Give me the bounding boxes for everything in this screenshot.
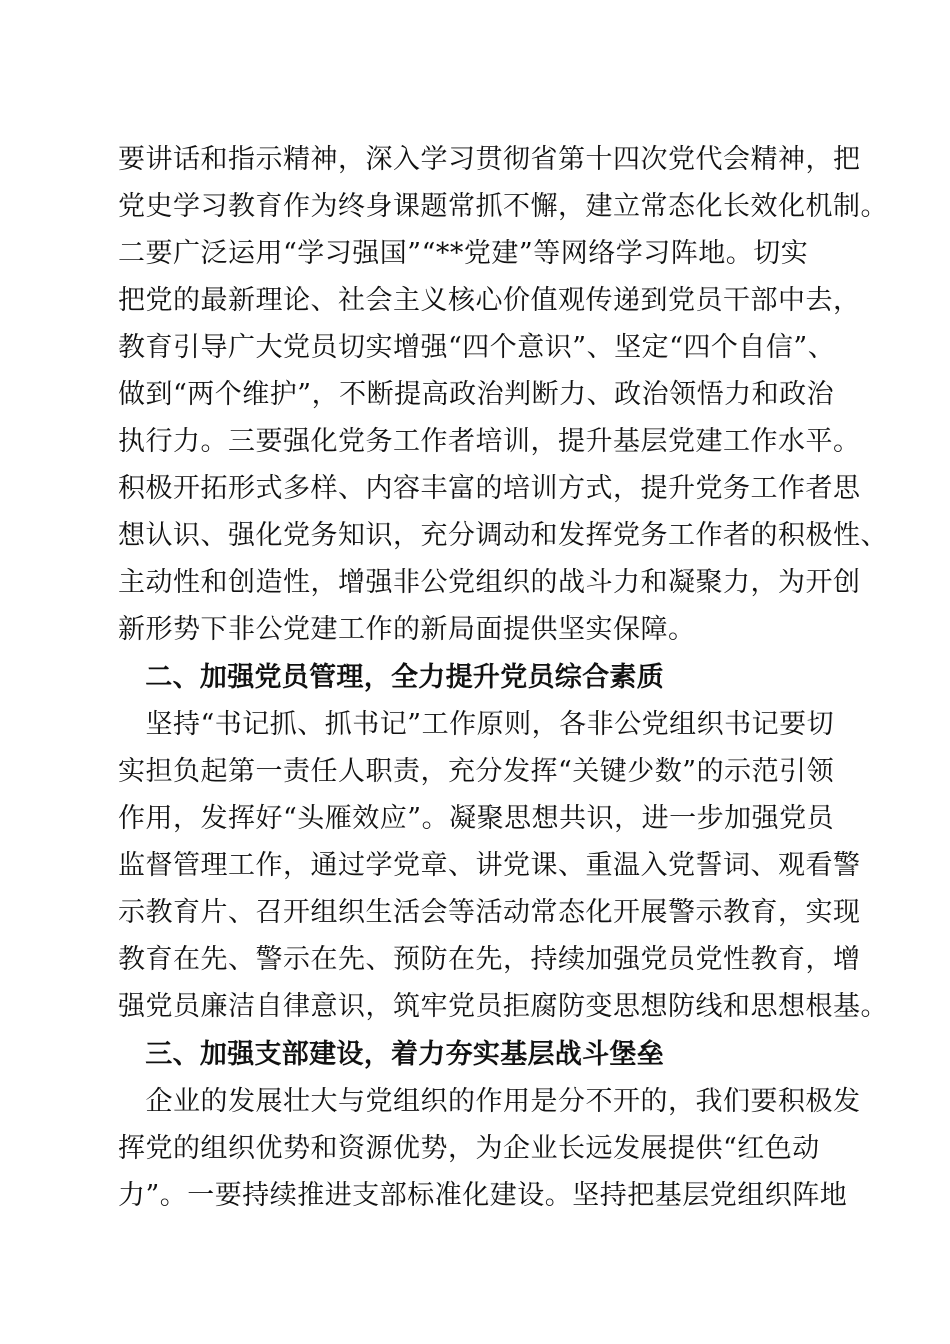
text-line: 教育在先、警示在先、预防在先，持续加强党员党性教育，增 xyxy=(118,944,861,975)
section-heading: 二、加强党员管理，全力提升党员综合素质 xyxy=(118,662,664,693)
text-line: 执行力。三要强化党务工作者培训，提升基层党建工作水平。 xyxy=(118,426,861,457)
text-line: 企业的发展壮大与党组织的作用是分不开的，我们要积极发 xyxy=(118,1086,861,1117)
text-line: 把党的最新理论、社会主义核心价值观传递到党员干部中去， xyxy=(118,285,861,316)
text-line: 积极开拓形式多样、内容丰富的培训方式，提升党务工作者思 xyxy=(118,473,861,504)
text-line: 想认识、强化党务知识，充分调动和发挥党务工作者的积极性、 xyxy=(118,520,888,551)
text-line: 党史学习教育作为终身课题常抓不懈，建立常态化长效化机制。 xyxy=(118,191,888,222)
text-line: 二要广泛运用“学习强国”“**党建”等网络学习阵地。切实 xyxy=(118,238,809,269)
text-line: 力”。一要持续推进支部标准化建设。坚持把基层党组织阵地 xyxy=(118,1180,848,1211)
text-line: 教育引导广大党员切实增强“四个意识”、坚定“四个自信”、 xyxy=(118,332,836,363)
section-heading: 三、加强支部建设，着力夯实基层战斗堡垒 xyxy=(118,1039,664,1070)
text-line: 坚持“书记抓、抓书记”工作原则，各非公党组织书记要切 xyxy=(118,709,835,740)
text-line: 实担负起第一责任人职责，充分发挥“关键少数”的示范引领 xyxy=(118,756,835,787)
text-line: 强党员廉洁自律意识，筑牢党员拒腐防变思想防线和思想根基。 xyxy=(118,991,888,1022)
text-line: 作用，发挥好“头雁效应”。凝聚思想共识，进一步加强党员 xyxy=(118,803,835,834)
text-line: 做到“两个维护”，不断提高政治判断力、政治领悟力和政治 xyxy=(118,379,835,410)
text-line: 挥党的组织优势和资源优势，为企业长远发展提供“红色动 xyxy=(118,1133,820,1164)
text-line: 示教育片、召开组织生活会等活动常态化开展警示教育，实现 xyxy=(118,897,861,928)
text-line: 要讲话和指示精神，深入学习贯彻省第十四次党代会精神，把 xyxy=(118,144,861,175)
text-line: 新形势下非公党建工作的新局面提供坚实保障。 xyxy=(118,614,696,645)
text-line: 主动性和创造性，增强非公党组织的战斗力和凝聚力，为开创 xyxy=(118,567,861,598)
text-line: 监督管理工作，通过学党章、讲党课、重温入党誓词、观看警 xyxy=(118,850,861,881)
